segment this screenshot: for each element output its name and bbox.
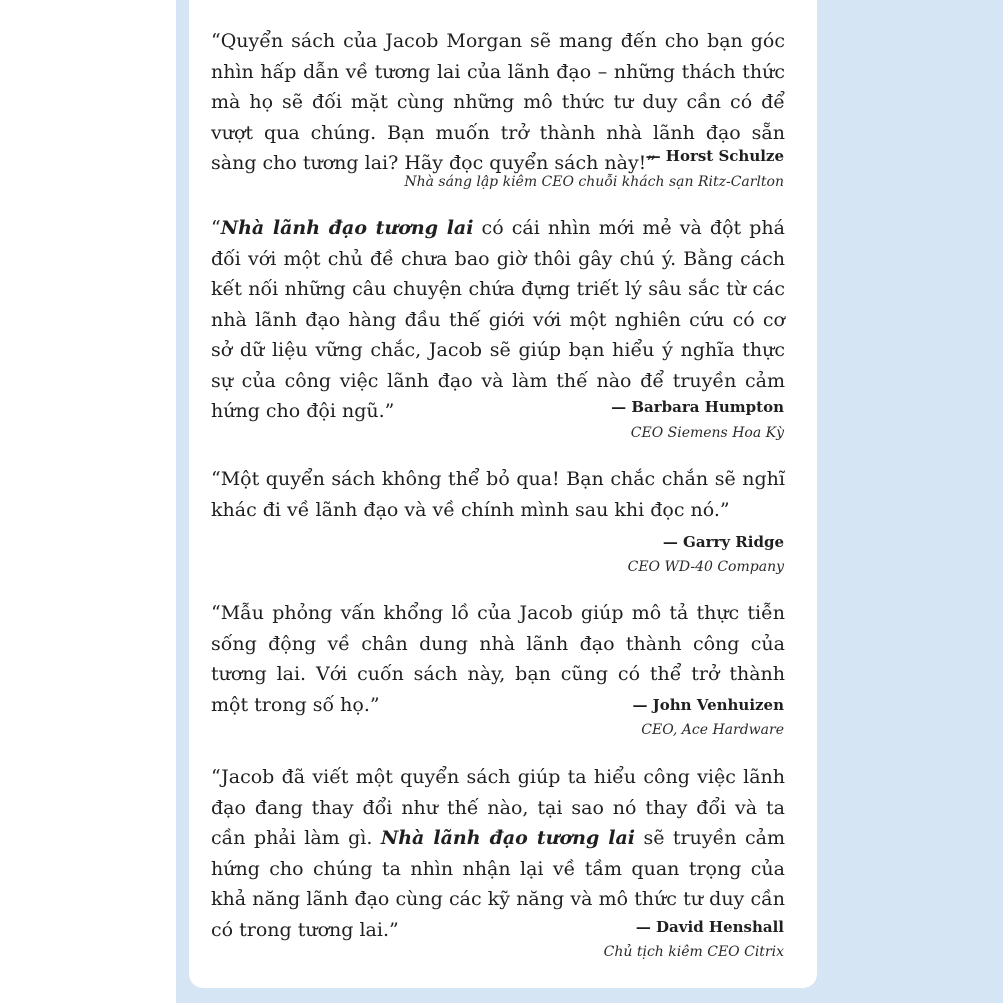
book-title-emphasis: Nhà lãnh đạo tương lai	[380, 827, 636, 849]
quote-1-text: “Quyển sách của Jacob Morgan sẽ mang đến cho bạn góc nhìn hấp dẫn về tương lai của lãnh đạo – những thách thức mà họ sẽ đối mặt cùng những mô thức tư duy cần có để vượt qua chúng. Bạn muốn trở thành nhà lãnh đạo sẵn sàng cho tương lai? Hãy đọc quyển sách này!”	[211, 30, 785, 174]
testimonial-role-1: Nhà sáng lập kiêm CEO chuỗi khách sạn Ritz-Carlton	[404, 174, 784, 190]
testimonial-role-4: CEO, Ace Hardware	[641, 722, 784, 738]
testimonial-quote-2	[211, 213, 785, 427]
testimonial-author-1: — Horst Schulze	[645, 147, 784, 165]
testimonial-quote-3	[211, 464, 785, 525]
quote-5-text-b: sẽ truyền cảm hứng cho chúng ta nhìn nhận lại về tầm quan trọng của khả năng lãnh đạo cùng các kỹ năng và mô thức tư duy cần có trong tương lai.”	[211, 827, 785, 941]
quote-5-text-a: “Jacob đã viết một quyển sách giúp ta hiểu công việc lãnh đạo đang thay đổi như thế nào, tại sao nó thay đổi và ta cần phải làm gì.	[211, 766, 785, 849]
book-title-emphasis: Nhà lãnh đạo tương lai	[220, 217, 474, 239]
testimonial-author-3: — Garry Ridge	[662, 533, 784, 551]
testimonial-role-5: Chủ tịch kiêm CEO Citrix	[603, 944, 784, 960]
quote-4-text: “Mẫu phỏng vấn khổng lồ của Jacob giúp mô tả thực tiễn sống động về chân dung nhà lãnh đạo thành công của tương lai. Với cuốn sách này, bạn cũng có thể trở thành một trong số họ.”	[211, 602, 785, 716]
quote-3-text: “Một quyển sách không thể bỏ qua! Bạn chắc chắn sẽ nghĩ khác đi về lãnh đạo và về chính mình sau khi đọc nó.”	[211, 468, 785, 521]
testimonial-author-2: — Barbara Humpton	[611, 398, 784, 416]
quote-2-open: “	[211, 217, 221, 239]
testimonial-author-5: — David Henshall	[635, 918, 784, 936]
testimonial-author-4: — John Venhuizen	[632, 696, 784, 714]
testimonial-role-2: CEO Siemens Hoa Kỳ	[630, 425, 784, 441]
quote-2-text: có cái nhìn mới mẻ và đột phá đối với một chủ đề chưa bao giờ thôi gây chú ý. Bằng cách kết nối những câu chuyện chứa đựng triết lý sâu sắc từ các nhà lãnh đạo hàng đầu thế giới với một nghiên cứu có cơ sở dữ liệu vững chắc, Jacob sẽ giúp bạn hiểu ý nghĩa thực sự của công việc lãnh đạo và làm thế nào để truyền cảm hứng cho đội ngũ.”	[211, 217, 785, 422]
testimonial-role-3: CEO WD-40 Company	[627, 559, 784, 575]
